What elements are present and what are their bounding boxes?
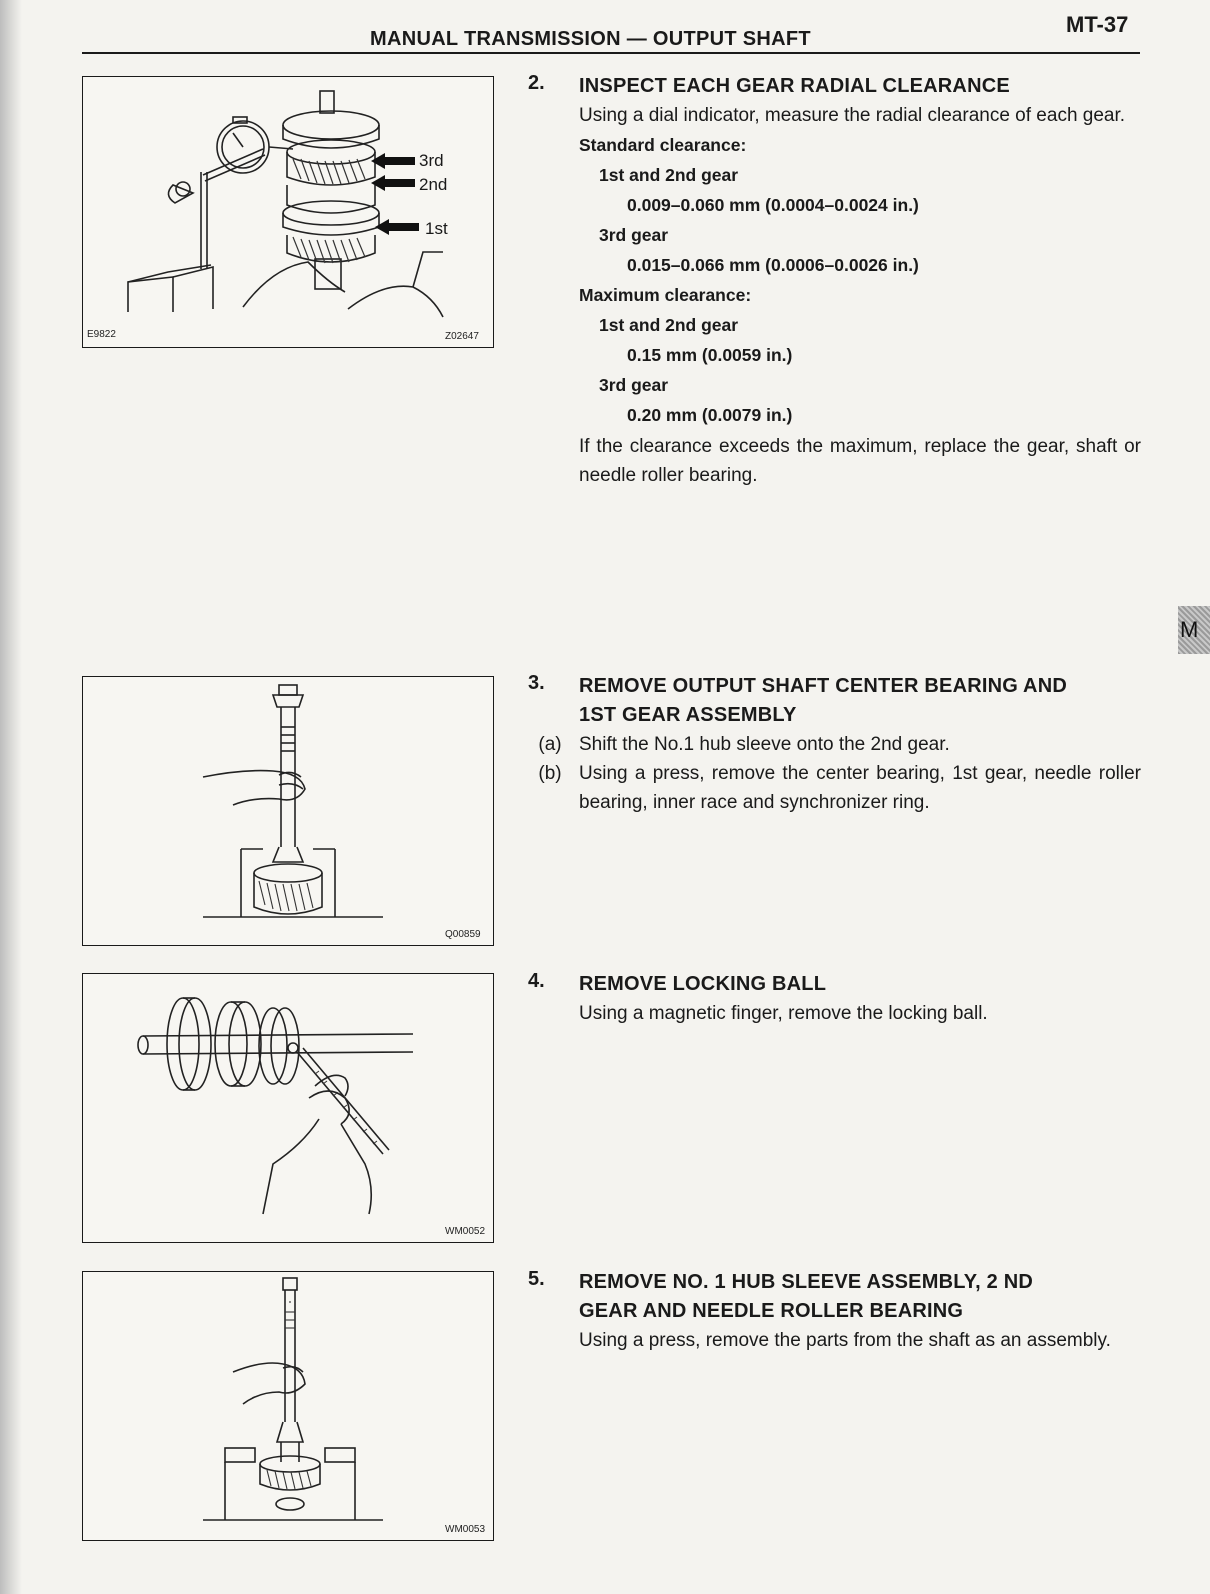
- figure-code-right: Z02647: [445, 331, 479, 342]
- step-title: INSPECT EACH GEAR RADIAL CLEARANCE: [579, 75, 1010, 97]
- spec-gear-label: 3rd gear: [599, 225, 669, 245]
- step-number: 5.: [528, 1268, 545, 1290]
- spec-gear-label: 3rd gear: [599, 375, 669, 395]
- spec-value: 0.20 mm (0.0079 in.): [627, 405, 793, 425]
- figure-locking-ball: [82, 973, 494, 1243]
- section-tab-label: M: [1180, 617, 1199, 642]
- sub-step-label: (b): [538, 763, 562, 784]
- gear-label-2nd: 2nd: [419, 175, 448, 194]
- maximum-clearance-label: Maximum clearance:: [579, 285, 752, 305]
- magnetic-finger-illustration: [83, 974, 493, 1242]
- figure-press-center-bearing: [82, 676, 494, 946]
- sub-step-b: [538, 759, 1141, 817]
- gear-label-1st: 1st: [425, 219, 448, 238]
- section-side-tab: [1178, 606, 1210, 654]
- step-text: Using a press, remove the parts from the shaft as an assembly.: [579, 1330, 1111, 1351]
- sub-step-label: (a): [538, 734, 562, 755]
- figure-code: WM0052: [445, 1226, 486, 1237]
- figure-code-left: E9822: [87, 329, 116, 340]
- figure-dial-indicator: [82, 76, 494, 348]
- step-number: 2.: [528, 72, 545, 94]
- sub-step-text: Using a press, remove the center bearing, 1st gear, needle roller bearing, inner race and synchronizer ring.: [579, 763, 1141, 813]
- step-number: 4.: [528, 970, 545, 992]
- page-header-title: MANUAL TRANSMISSION — OUTPUT SHAFT: [370, 28, 811, 50]
- step-title-line-2: 1ST GEAR ASSEMBLY: [579, 704, 797, 726]
- step-title: REMOVE LOCKING BALL: [579, 973, 827, 995]
- dial-indicator-illustration: [83, 77, 493, 347]
- gear-label-3rd: 3rd: [419, 151, 444, 170]
- step-number: 3.: [528, 672, 545, 694]
- step-note: If the clearance exceeds the maximum, replace the gear, shaft or needle roller bearing.: [579, 436, 1141, 486]
- spec-value: 0.15 mm (0.0059 in.): [627, 345, 793, 365]
- step-text: Using a magnetic finger, remove the locking ball.: [579, 1003, 988, 1024]
- spec-value: 0.009–0.060 mm (0.0004–0.0024 in.): [627, 195, 919, 215]
- standard-clearance-label: Standard clearance:: [579, 135, 747, 155]
- header-rule: [82, 52, 1140, 54]
- press-hub-sleeve-illustration: [83, 1272, 493, 1540]
- step-title-line-1: REMOVE OUTPUT SHAFT CENTER BEARING AND: [579, 675, 1067, 697]
- page-binding-edge: [0, 0, 22, 1594]
- sub-step-a: [538, 730, 1141, 759]
- spec-gear-label: 1st and 2nd gear: [599, 315, 739, 335]
- spec-value: 0.015–0.066 mm (0.0006–0.0026 in.): [627, 255, 919, 275]
- figure-code: Q00859: [445, 929, 481, 940]
- sub-step-text: Shift the No.1 hub sleeve onto the 2nd gear.: [579, 734, 950, 755]
- step-title-line-2: GEAR AND NEEDLE ROLLER BEARING: [579, 1300, 964, 1322]
- press-illustration: [83, 677, 493, 945]
- page-number: MT-37: [1066, 12, 1129, 37]
- spec-gear-label: 1st and 2nd gear: [599, 165, 739, 185]
- step-title-line-1: REMOVE NO. 1 HUB SLEEVE ASSEMBLY, 2 ND: [579, 1271, 1033, 1293]
- figure-press-hub-sleeve: [82, 1271, 494, 1541]
- figure-code: WM0053: [445, 1524, 486, 1535]
- step-intro: Using a dial indicator, measure the radial clearance of each gear.: [579, 105, 1126, 126]
